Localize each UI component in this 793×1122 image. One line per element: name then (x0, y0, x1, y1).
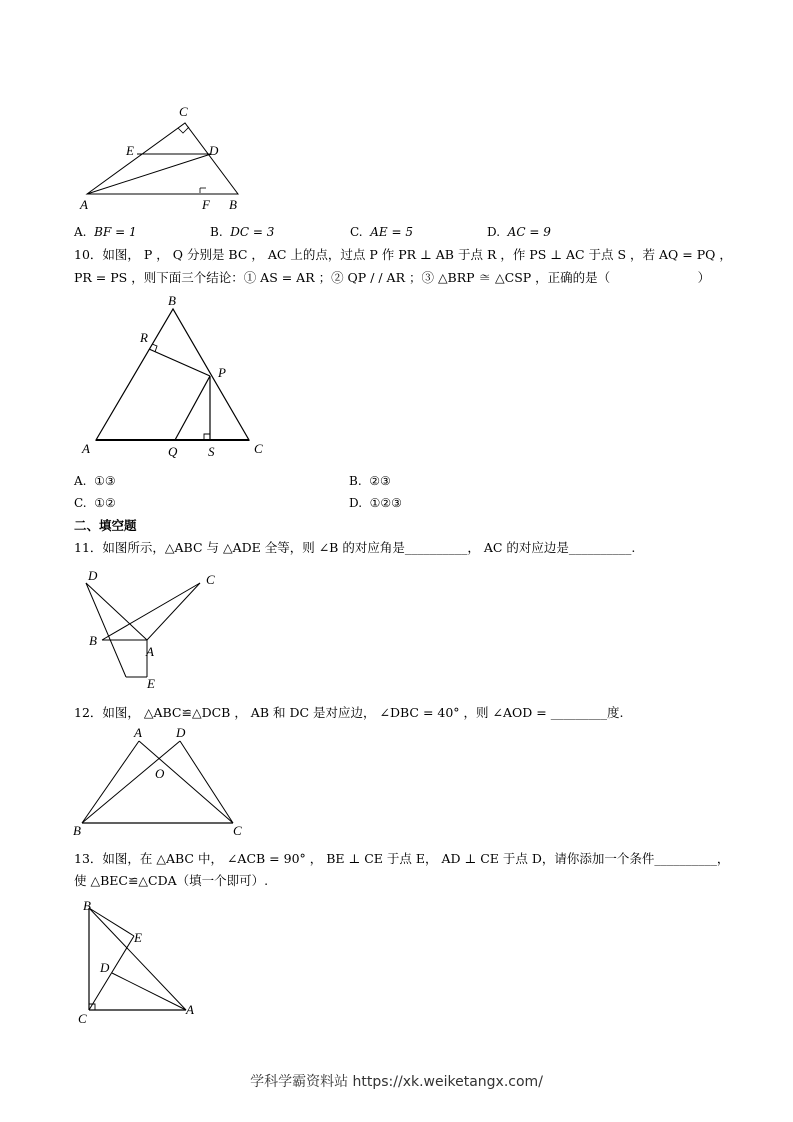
option-text: ①③ (94, 474, 116, 488)
q10-option-d (349, 496, 402, 510)
q13-label-D: D (100, 960, 110, 975)
option-label: B. (349, 474, 362, 488)
q11-label-C: C (206, 572, 215, 587)
footer-watermark: 学科学霸资料站 https://xk.weiketangx.com/ (250, 1074, 543, 1090)
q10-label-P: P (218, 365, 226, 380)
option-text: ②③ (369, 474, 391, 488)
q10-label-S: S (208, 444, 215, 459)
option-text: AC = 9 (507, 225, 551, 239)
q9-label-A: A (80, 197, 88, 212)
q13-label-A: A (186, 1002, 194, 1017)
q10-label-A: A (82, 441, 90, 456)
q9-label-E: E (126, 143, 134, 158)
q11-figure (80, 566, 230, 692)
option-label: A. (74, 225, 87, 239)
option-label: D. (349, 496, 363, 510)
q10-label-B: B (168, 293, 176, 308)
q10-label-Q: Q (168, 444, 178, 459)
q10-text-line2: PR = PS ，则下面三个结论：① AS = AR ；② QP / / AR ；③ △BRP ≅ △CSP ，正确的是（ ） (74, 270, 711, 285)
q12-label-B: B (73, 823, 81, 837)
section-heading-fill-blank: 二、填空题 (74, 518, 137, 533)
q12-text: 12．如图， △ABC≌△DCB ， AB 和 DC 是对应边， ∠DBC = 40° ，则 ∠AOD = _________度. (74, 705, 624, 720)
q12-label-O: O (155, 766, 165, 781)
option-text: DC = 3 (230, 225, 275, 239)
q9-option-c (350, 225, 413, 239)
option-label: B. (210, 225, 223, 239)
q10-label-R: R (140, 330, 148, 345)
q12-label-A: A (134, 725, 142, 740)
option-label: A. (74, 474, 87, 488)
q12-figure (70, 725, 250, 837)
q10-option-c (74, 496, 116, 510)
q9-label-D: D (209, 143, 219, 158)
q9-label-C: C (179, 104, 188, 119)
q10-option-b (349, 474, 391, 488)
option-label: C. (350, 225, 363, 239)
q11-label-D: D (88, 568, 98, 583)
q9-option-d (487, 225, 551, 239)
q10-figure (78, 292, 273, 464)
q9-figure (75, 103, 250, 213)
q13-figure (74, 894, 204, 1026)
option-label: C. (74, 496, 87, 510)
q12-label-C: C (233, 823, 242, 837)
option-text: AE = 5 (370, 225, 413, 239)
q10-option-a (74, 474, 116, 488)
option-text: ①② (94, 496, 116, 510)
q13-label-B: B (83, 898, 91, 913)
option-text: BF = 1 (94, 225, 137, 239)
option-text: ①②③ (369, 496, 402, 510)
q9-label-F: F (202, 197, 210, 212)
q12-label-D: D (176, 725, 186, 740)
q11-label-B: B (89, 633, 97, 648)
q9-option-b (210, 225, 274, 239)
q10-label-C: C (254, 441, 263, 456)
q11-text: 11．如图所示，△ABC 与 △ADE 全等，则 ∠B 的对应角是__________， AC 的对应边是__________. (74, 540, 636, 555)
q13-label-E: E (134, 930, 142, 945)
q13-text-line1: 13．如图，在 △ABC 中， ∠ACB = 90° ， BE ⊥ CE 于点 E， AD ⊥ CE 于点 D，请你添加一个条件__________， (74, 851, 730, 866)
option-label: D. (487, 225, 501, 239)
q9-label-B: B (229, 197, 237, 212)
q10-text-line1: 10．如图， P ， Q 分别是 BC ， AC 上的点，过点 P 作 PR ⊥ AB 于点 R ，作 PS ⊥ AC 于点 S ，若 AQ = PQ ， (74, 247, 732, 262)
q11-label-A: A (146, 644, 154, 659)
q13-label-C: C (78, 1011, 87, 1026)
q13-text-line2: 使 △BEC≌△CDA（填一个即可）. (74, 873, 269, 888)
q11-label-E: E (147, 676, 155, 691)
q9-option-a (74, 225, 137, 239)
